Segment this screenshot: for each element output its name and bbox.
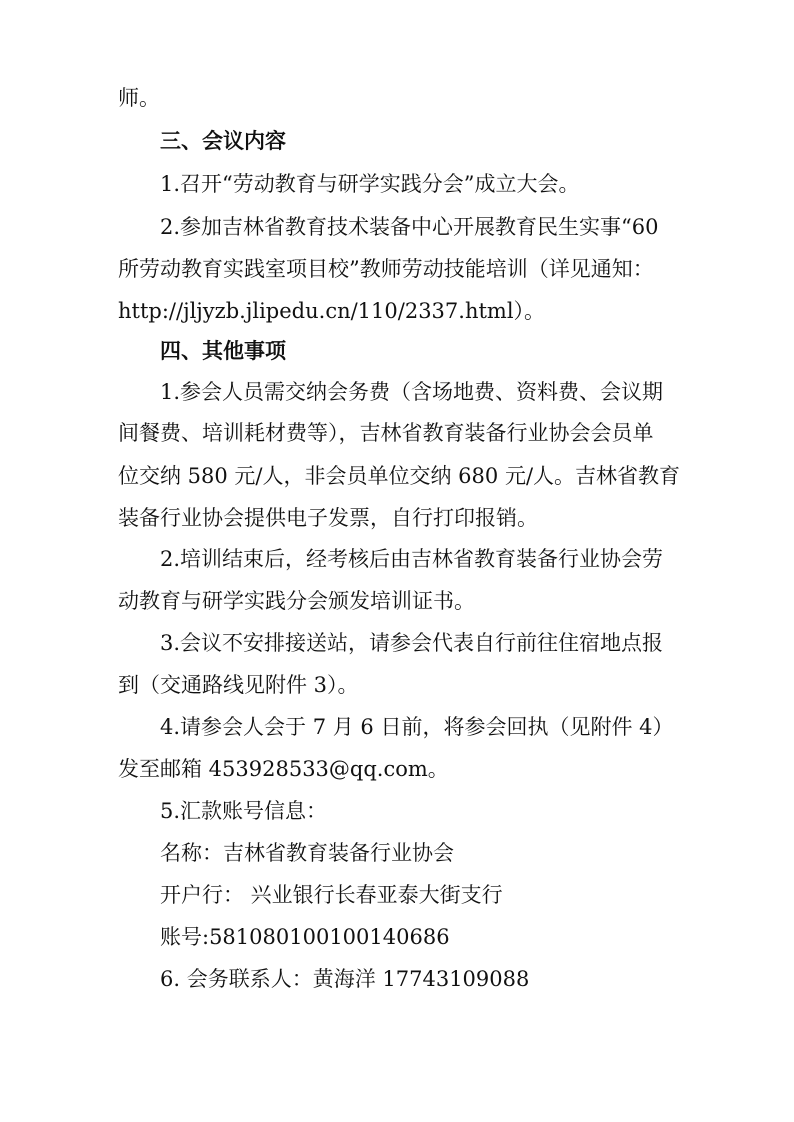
text-line: 5.汇款账号信息： xyxy=(160,799,328,823)
text-line: http://jljyzb.jlipedu.cn/110/2337.html）。 xyxy=(118,299,546,323)
text-line: 开户行： 兴业银行长春亚泰大街支行 xyxy=(160,883,503,907)
text-line: 1.参会人员需交纳会务费（含场地费、资料费、会议期 xyxy=(160,380,664,404)
text-line: 到（交通路线见附件 3）。 xyxy=(118,673,359,697)
text-line: 所劳动教育实践室项目校”教师劳动技能培训（详见通知： xyxy=(118,257,654,281)
text-line: 2.培训结束后，经考核后由吉林省教育装备行业协会劳 xyxy=(160,547,664,571)
text-line: 师。 xyxy=(118,86,160,110)
text-line: 动教育与研学实践分会颁发培训证书。 xyxy=(118,589,475,613)
text-line: 2.参加吉林省教育技术装备中心开展教育民生实事“60 xyxy=(160,215,659,239)
text-line: 间餐费、培训耗材费等），吉林省教育装备行业协会会员单 xyxy=(118,421,654,445)
text-line: 1.召开“劳动教育与研学实践分会”成立大会。 xyxy=(160,172,580,196)
text-line: 4.请参会人会于 7 月 6 日前，将参会回执（见附件 4） xyxy=(160,715,674,739)
text-line: 账号:581080100100140686 xyxy=(160,925,450,949)
text-line: 3.会议不安排接送站，请参会代表自行前往住宿地点报 xyxy=(160,631,664,655)
text-line: 发至邮箱 453928533@qq.com。 xyxy=(118,757,449,781)
text-line: 位交纳 580 元/人，非会员单位交纳 680 元/人。吉林省教育 xyxy=(118,464,681,488)
text-line: 装备行业协会提供电子发票，自行打印报销。 xyxy=(118,506,538,530)
section-heading: 四、其他事项 xyxy=(160,339,286,363)
section-heading: 三、会议内容 xyxy=(160,129,286,153)
text-line: 6. 会务联系人：黄海洋 17743109088 xyxy=(160,967,530,991)
text-line: 名称：吉林省教育装备行业协会 xyxy=(160,841,454,865)
